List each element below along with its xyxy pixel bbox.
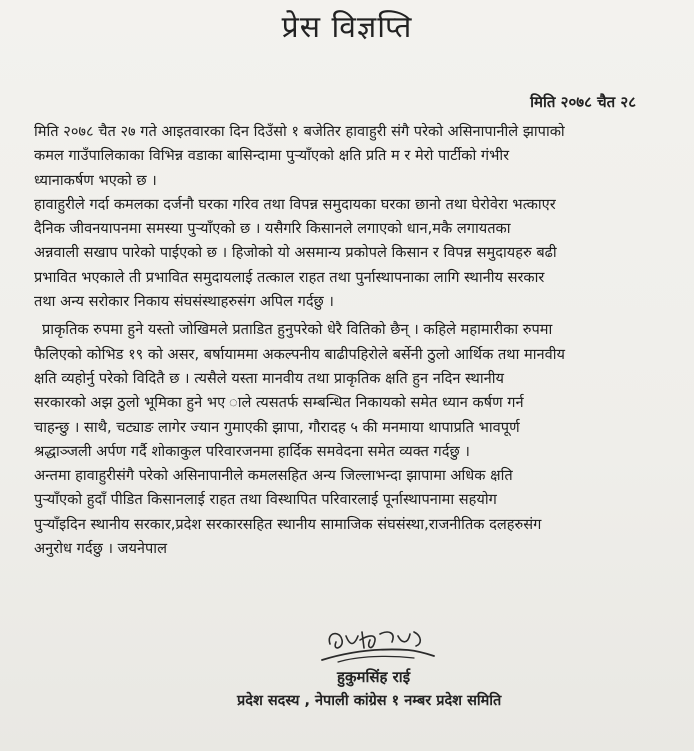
paragraph-1 (34, 120, 674, 193)
paragraph-2 (34, 193, 674, 314)
text-line: श्रद्धाञ्जली अर्पण गर्दै शोकाकुल परिवारजनमा हार्दिक समवेदना समेत व्यक्त गर्दछु । (34, 442, 470, 460)
text-line: पुर्‍याँइदिन स्थानीय सरकार,प्रदेश सरकारसहित स्थानीय सामाजिक संघसंस्था,राजनीतिक दलहरुसंग (34, 515, 542, 533)
text-line: ध्यानाकर्षण भएको छ । (34, 171, 157, 189)
text-line: मिति २०७८ चैत २७ गते आइतवारका दिन दिउँसो १ बजेतिर हावाहुरी संगै परेको असिनापानीले झापाको (34, 123, 565, 140)
text-line: पुर्‍याँएको हुदाँ पीडित किसानलाई राहत तथा विस्थापित परिवारलाई पूर्नास्थापनामा सहयोग (34, 491, 497, 509)
paragraph-4 (34, 464, 674, 561)
text-line: अन्तमा हावाहुरीसंगै परेको असिनापानीले कमलसहित अन्य जिल्लाभन्दा झापामा अधिक क्षति (34, 467, 513, 485)
signatory-name: हुकुमसिंह राई (337, 668, 411, 686)
text-line: प्राकृतिक रुपमा हुने यस्तो जोखिमले प्रताडित हुनुपरेको धेरै वितिको छैन् । कहिले महामारीका रुपमा (42, 321, 553, 339)
text-line: क्षति व्यहोर्नु परेको विदितै छ । त्यसैले यस्ता मानवीय तथा प्राकृतिक क्षति हुन नदिन स्थानीय (34, 369, 504, 387)
text-line: सरकारको अझ ठुलो भूमिका हुने भए ाले त्यसतर्फ सम्बन्धित निकायको समेत ध्यान कर्षण गर्न (34, 394, 524, 412)
paragraph-3 (34, 318, 674, 464)
text-line: अनुरोध गर्दछु । जयनेपाल (34, 540, 167, 558)
text-line: तथा अन्य सरोकार निकाय संघसंस्थाहरुसंग अपिल गर्दछु । (34, 293, 334, 311)
text-line: प्रभावित भएकाले ती प्रभावित समुदायलाई तत्काल राहत तथा पुर्नास्थापनाका लागि स्थानीय सरकार (34, 268, 545, 286)
document-date: मिति २०७८ चैत २८ (530, 93, 636, 111)
text-line: अन्नवाली सखाप पारेको पाईएको छ । हिजोको यो असमान्य प्रकोपले किसान र विपन्न समुदायहरु बढी (34, 244, 557, 262)
text-line: चाहन्छु । साथै, चट्याङ लागेर ज्यान गुमाएकी झापा, गौरादह ५ की मनमाया थापाप्रति भावपूर्ण (34, 418, 520, 436)
text-line: कमल गाउँपालिकाका विभिन्न वडाका बासिन्दामा पुर्‍याँएको क्षति प्रति म र मेरो पार्टीको गंभीर (34, 147, 510, 165)
text-line: दैनिक जीवनयापनमा समस्या पुर्‍याँएको छ । यसैगरि किसानले लगाएको धान,मकै लगायतका (34, 220, 511, 238)
text-line: हावाहुरीले गर्दा कमलका दर्जनौ घरका गरिव तथा विपन्न समुदायका घरका छानो तथा घेरोवेरा भत्काएर (34, 195, 556, 213)
document-body (34, 120, 674, 561)
signatory-role: प्रदेश सदस्य , नेपाली कांग्रेस १ नम्बर प्रदेश समिति (237, 693, 502, 709)
text-line: फैलिएको कोभिड १९ को असर, बर्षायाममा अकल्पनीय बाढीपहिरोले बर्सेनी ठुलो आर्थिक तथा मानवीय (34, 345, 565, 363)
document-title: प्रेस विज्ञप्ति (281, 10, 413, 45)
handwritten-signature (318, 622, 438, 672)
